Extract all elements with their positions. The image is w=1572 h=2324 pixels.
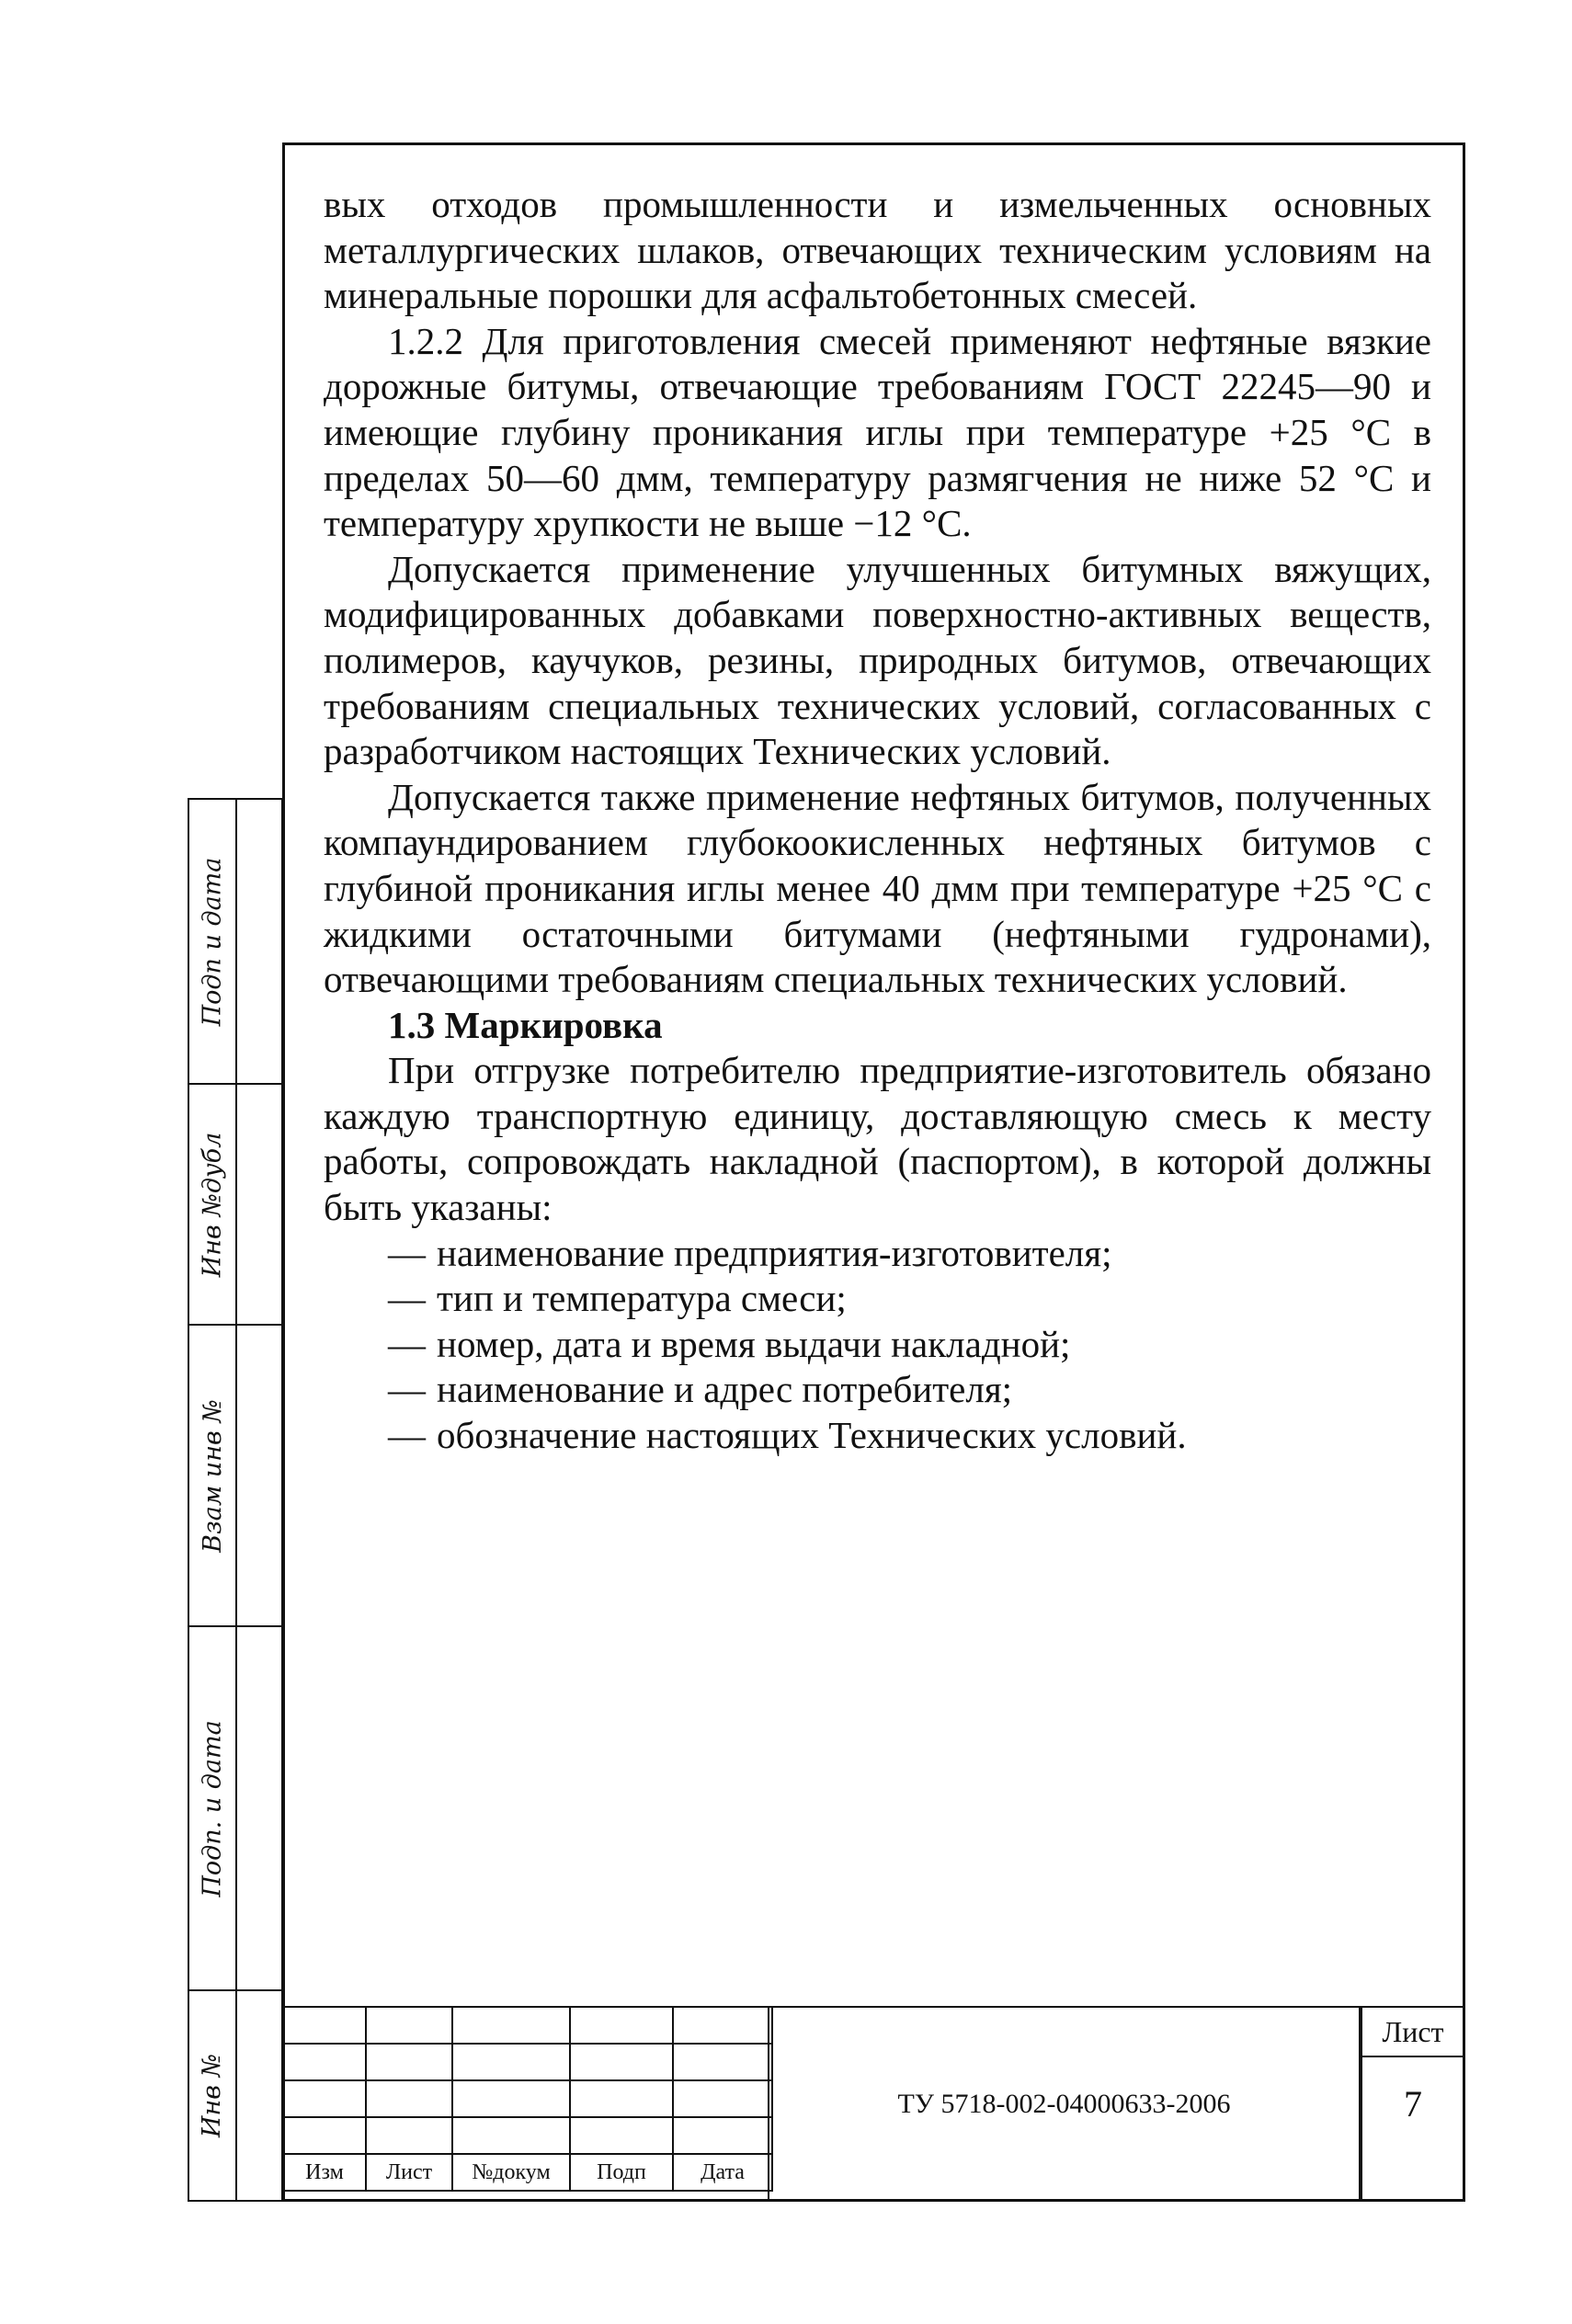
paragraph-compounded-bitumens: Допускается также применение нефтяных битумов, полученных компаундированием глубокоокисленных нефтяных битумов с глубиной проникания иглы менее 40 дмм при температуре +25 °С с жидкими остаточными битумами (нефтяными гудронами), отвечающими требованиям специальных технических условий. bbox=[324, 775, 1431, 1001]
paragraph-shipment: При отгрузке потребителю предприятие-изготовитель обязано каждую транспортную единицу, доставляющую смесь к месту работы, сопровождать накладной (паспортом), в которой должны быть указаны: bbox=[324, 1049, 1431, 1229]
dash-mark: — bbox=[388, 1277, 426, 1320]
side-cell-blank bbox=[235, 1324, 283, 1627]
dash-mark: — bbox=[388, 1322, 426, 1365]
header-sign: Подп bbox=[570, 2154, 673, 2191]
revision-table bbox=[282, 2006, 773, 2192]
side-label-dup-inv: Инв №дубл bbox=[198, 1132, 227, 1277]
list-item: — наименование и адрес потребителя; bbox=[388, 1368, 1013, 1411]
side-cell-blank bbox=[235, 798, 283, 1085]
paragraph-1-2-2: 1.2.2 Для приготовления смесей применяют нефтяные вязкие дорожные битумы, отвечающие требованиям ГОСТ 22245—90 и имеющие глубину проникания иглы при температуре +25 °С в пределах 50—60 дмм, температуру размягчения не ниже 52 °С и температуру хрупкости не выше −12 °С. bbox=[324, 319, 1431, 545]
side-cell-blank bbox=[235, 1625, 283, 1991]
sheet-label: Лист bbox=[1362, 2008, 1464, 2057]
side-label-replace-inv: Взам инв № bbox=[198, 1398, 227, 1553]
list-item: — тип и температура смеси; bbox=[388, 1277, 847, 1320]
dash-mark: — bbox=[388, 1231, 426, 1274]
paragraph-modified-binders: Допускается применение улучшенных битумных вяжущих, модифицированных добавками поверхностно-активных веществ, полимеров, каучуков, резины, природных битумов, отвечающих требованиям специальных технических условий, согласованных с разработчиком настоящих Технических условий. bbox=[324, 547, 1431, 773]
dash-mark: — bbox=[388, 1368, 426, 1411]
section-heading-marking: 1.3 Маркировка bbox=[388, 1003, 663, 1046]
marking-list bbox=[324, 1231, 1431, 1459]
side-cell-blank bbox=[235, 1083, 283, 1326]
list-item: — наименование предприятия-изготовителя; bbox=[388, 1231, 1112, 1274]
side-label-sign-date-2: Подп. и дата bbox=[198, 1719, 227, 1897]
list-item: — номер, дата и время выдачи накладной; bbox=[388, 1322, 1071, 1365]
header-date: Дата bbox=[673, 2154, 772, 2191]
header-doc-num: №докум bbox=[452, 2154, 570, 2191]
document-body bbox=[324, 182, 1431, 1459]
sheet-number: 7 bbox=[1404, 2082, 1422, 2125]
side-label-sign-date: Подп и дата bbox=[198, 857, 227, 1026]
list-item: — обозначение настоящих Технических условий. bbox=[388, 1414, 1187, 1457]
header-izm: Изм bbox=[283, 2154, 366, 2191]
side-label-orig-inv: Инв № bbox=[198, 2053, 227, 2138]
side-approval-strip bbox=[188, 798, 283, 2202]
sheet-box bbox=[1361, 2006, 1465, 2202]
side-cell-blank bbox=[235, 1989, 283, 2202]
dash-mark: — bbox=[388, 1414, 426, 1457]
header-list: Лист bbox=[366, 2154, 452, 2191]
title-block-stamp bbox=[282, 2006, 1465, 2202]
document-code: ТУ 5718-002-04000633-2006 bbox=[768, 2006, 1361, 2202]
paragraph-1: вых отходов промышленности и измельченных основных металлургических шлаков, отвечающих техническим условиям на минеральные порошки для асфальтобетонных смесей. bbox=[324, 183, 1431, 317]
